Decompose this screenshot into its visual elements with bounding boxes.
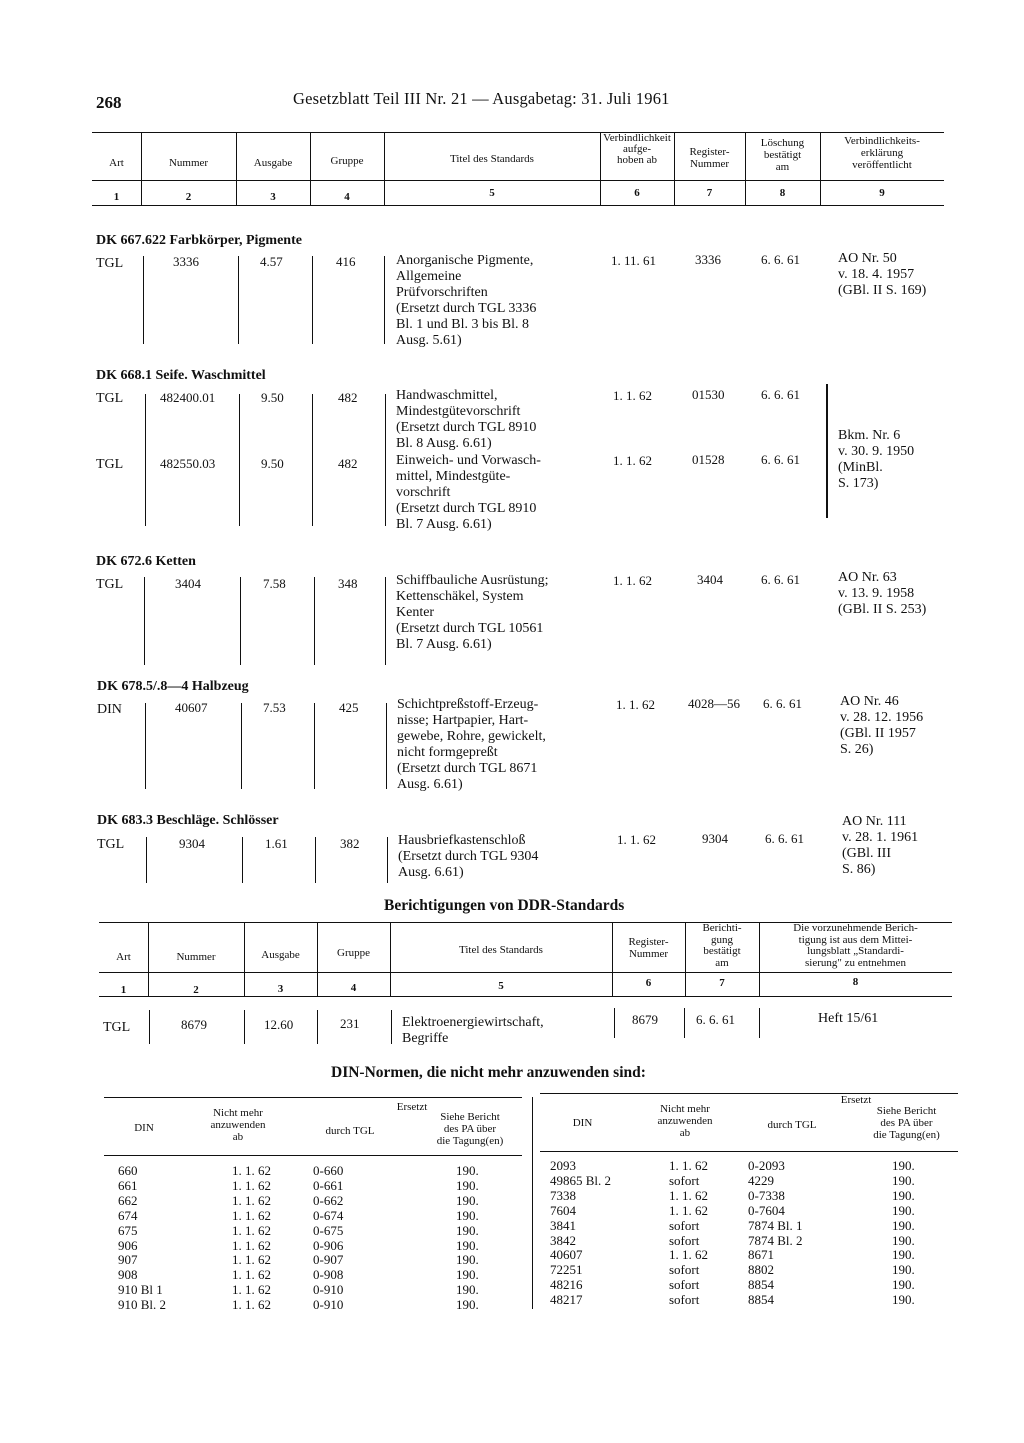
din-row-tagung: 190.: [456, 1163, 479, 1178]
row-gruppe: 425: [339, 700, 359, 715]
row-register: 01530: [692, 387, 725, 402]
col-number: 4: [350, 982, 357, 994]
row-register: 3404: [697, 572, 723, 587]
col-number: 3: [270, 191, 276, 203]
row-nummer: 3404: [175, 576, 201, 591]
row-art: TGL: [103, 1020, 131, 1035]
col-header-gruppe: Gruppe: [337, 947, 370, 959]
row-veroeffentlicht: AO Nr. 63 v. 13. 9. 1958 (GBl. II S. 253): [838, 570, 927, 617]
page-header-title: Gesetzblatt Teil III Nr. 21 — Ausgabetag: 31. Juli 1961: [293, 89, 670, 108]
din-col-siehe: Siehe Bericht des PA über die Tagung(en): [436, 1111, 504, 1147]
row-titel: Anorganische Pigmente, Allgemeine Prüfvorschriften (Ersetzt durch TGL 3336 Bl. 1 und Bl. 3 bis Bl. 8 Ausg. 5.61): [396, 253, 537, 348]
din-col-nicht-mehr: Nicht mehr anzuwenden ab: [210, 1107, 266, 1143]
din-row-din: 662: [118, 1192, 138, 1208]
din-row-ab: sofort: [669, 1232, 700, 1248]
row-ausgabe: 9.50: [261, 456, 284, 471]
din-row-ab: sofort: [669, 1172, 700, 1188]
row-gruppe: 482: [338, 456, 358, 471]
berichtigungen-title: Berichtigungen von DDR-Standards: [384, 897, 625, 914]
row-loeschung: 6. 6. 61: [761, 387, 800, 402]
din-row-din: 675: [118, 1222, 138, 1238]
row-register: 01528: [692, 452, 725, 467]
din-row-tagung: 190.: [892, 1187, 915, 1203]
din-row-tgl: 0-910: [313, 1282, 344, 1298]
col-number: 2: [193, 984, 199, 996]
col-header-hinweis: Die vorzunehmende Berich- tigung ist aus dem Mittei- lungsblatt „Standardi- sierung" zu entnehmen: [793, 922, 918, 969]
din-row-din: 907: [118, 1252, 138, 1268]
row-titel: Einweich- und Vorwasch- mittel, Mindestgüte- vorschrift (Ersetzt durch TGL 8910 Bl. 7 Ausg. 6.61): [396, 453, 541, 532]
din-col-durch-tgl: durch TGL: [767, 1119, 817, 1131]
din-row-tgl: 0-906: [313, 1237, 344, 1253]
din-row-ab: 1. 1. 62: [232, 1177, 271, 1193]
col-header-bestaetigt: Berichti- gung bestätigt am: [702, 922, 742, 969]
row-gruppe: 348: [338, 576, 358, 591]
col-number: 7: [706, 187, 713, 199]
row-art: TGL: [96, 256, 124, 271]
row-hinweis: Heft 15/61: [818, 1011, 879, 1026]
row-art: DIN: [97, 702, 122, 717]
col-header-register: Register- Nummer: [628, 936, 669, 960]
col-number: 5: [498, 980, 504, 992]
din-row-tagung: 190.: [456, 1252, 479, 1268]
din-col-din: DIN: [134, 1122, 154, 1134]
col-header-veroeffentlicht: Verbindlichkeits- erklärung veröffentlicht: [844, 135, 920, 171]
din-row-tagung: 190.: [456, 1282, 479, 1298]
row-titel: Schiffbauliche Ausrüstung; Kettenschäkel, System Kenter (Ersetzt durch TGL 10561 Bl. 7 Ausg. 6.61): [396, 573, 549, 652]
row-loeschung: 6. 6. 61: [765, 831, 804, 846]
din-row-tgl: 0-7604: [748, 1202, 785, 1218]
section-heading: DK 678.5/.8—4 Halbzeug: [97, 679, 249, 694]
row-gruppe: 231: [340, 1016, 360, 1031]
row-ausgabe: 4.57: [260, 254, 283, 269]
col-number: 9: [879, 187, 885, 199]
din-row-tagung: 190.: [892, 1277, 915, 1293]
din-row-tgl: 0-662: [313, 1192, 344, 1208]
din-row-tagung: 190.: [456, 1237, 479, 1253]
row-nummer: 40607: [175, 700, 208, 715]
din-row-ab: 1. 1. 62: [232, 1163, 271, 1178]
din-row-din: 40607: [550, 1247, 583, 1263]
section-heading: DK 668.1 Seife. Waschmittel: [96, 368, 266, 383]
din-col-ersetzt: Ersetzt: [396, 1101, 428, 1113]
row-loeschung: 6. 6. 61: [761, 252, 800, 267]
row-titel: Elektroenergiewirtschaft, Begriffe: [402, 1015, 544, 1046]
din-row-din: 7338: [550, 1187, 576, 1203]
row-art: TGL: [97, 837, 125, 852]
row-art: TGL: [96, 391, 124, 406]
row-ausgabe: 9.50: [261, 390, 284, 405]
din-row-tagung: 190.: [456, 1222, 479, 1238]
din-row-tgl: 4229: [748, 1172, 774, 1188]
row-loeschung: 6. 6. 61: [761, 452, 800, 467]
din-row-tagung: 190.: [892, 1232, 915, 1248]
col-number: 3: [277, 983, 284, 995]
col-header-titel: Titel des Standards: [450, 153, 534, 165]
col-header-loeschung: Löschung bestätigt am: [760, 137, 805, 173]
col-header-register: Register- Nummer: [689, 146, 730, 170]
din-row-tagung: 190.: [456, 1192, 479, 1208]
din-row-tgl: 8802: [748, 1262, 774, 1278]
din-row-din: 2093: [550, 1158, 576, 1173]
din-col-durch-tgl: durch TGL: [325, 1125, 375, 1137]
row-nummer: 8679: [181, 1017, 207, 1032]
row-ausgabe: 7.58: [263, 576, 286, 591]
din-row-tagung: 190.: [892, 1202, 915, 1218]
din-row-ab: 1. 1. 62: [669, 1247, 708, 1263]
row-veroeffentlicht: AO Nr. 111 v. 28. 1. 1961 (GBl. III S. 86): [842, 814, 919, 877]
din-row-tgl: 0-908: [313, 1267, 344, 1283]
row-register: 8679: [632, 1012, 658, 1027]
col-number: 8: [852, 976, 859, 988]
din-row-tgl: 0-910: [313, 1297, 344, 1313]
row-titel: Hausbriefkastenschloß (Ersetzt durch TGL 9304 Ausg. 6.61): [398, 833, 539, 880]
din-row-ab: 1. 1. 62: [232, 1297, 271, 1313]
din-row-din: 49865 Bl. 2: [550, 1172, 612, 1188]
din-row-tagung: 190.: [456, 1207, 479, 1223]
row-register: 4028—56: [688, 696, 740, 711]
section-heading: DK 683.3 Beschläge. Schlösser: [97, 813, 279, 828]
col-header-nummer: Nummer: [176, 951, 216, 963]
din-row-tgl: 0-660: [313, 1163, 344, 1178]
din-row-din: 72251: [550, 1262, 583, 1278]
din-row-ab: 1. 1. 62: [669, 1158, 708, 1173]
din-row-ab: sofort: [669, 1217, 700, 1233]
din-row-din: 48217: [550, 1292, 583, 1308]
din-row-tgl: 0-674: [313, 1207, 344, 1223]
din-col-ersetzt: Ersetzt: [840, 1094, 872, 1106]
col-number: 4: [344, 191, 350, 203]
row-art: TGL: [96, 577, 124, 592]
din-row-ab: 1. 1. 62: [232, 1237, 271, 1253]
din-col-siehe: Siehe Bericht des PA über die Tagung(en): [873, 1105, 940, 1141]
row-aufgehoben: 1. 11. 61: [611, 253, 657, 268]
din-normen-title: DIN-Normen, die nicht mehr anzuwenden sind:: [331, 1064, 646, 1081]
din-row-din: 674: [118, 1207, 138, 1223]
row-nummer: 482400.01: [160, 390, 216, 405]
din-row-din: 3841: [550, 1217, 576, 1233]
col-header-art: Art: [109, 157, 124, 169]
din-row-tagung: 190.: [892, 1247, 915, 1263]
din-row-tagung: 190.: [892, 1158, 915, 1173]
row-loeschung: 6. 6. 61: [761, 572, 800, 587]
row-titel: Handwaschmittel, Mindestgütevorschrift (Ersetzt durch TGL 8910 Bl. 8 Ausg. 6.61): [396, 388, 537, 451]
din-row-tagung: 190.: [456, 1177, 479, 1193]
row-nummer: 482550.03: [160, 456, 216, 471]
col-header-nummer: Nummer: [168, 157, 209, 169]
din-row-tgl: 7874 Bl. 2: [748, 1232, 803, 1248]
din-row-din: 661: [118, 1177, 138, 1193]
din-row-tgl: 8671: [748, 1247, 774, 1263]
row-veroeffentlicht: AO Nr. 46 v. 28. 12. 1956 (GBl. II 1957 S. 26): [840, 694, 924, 757]
col-number: 2: [185, 191, 192, 203]
row-bestaetigt: 6. 6. 61: [696, 1012, 735, 1027]
din-row-din: 910 Bl 1: [118, 1282, 163, 1298]
col-number: 6: [634, 187, 640, 199]
din-row-tagung: 190.: [892, 1292, 915, 1308]
row-register: 9304: [702, 831, 728, 846]
din-row-ab: 1. 1. 62: [232, 1192, 271, 1208]
page-number: 268: [96, 93, 122, 112]
col-header-gruppe: Gruppe: [330, 155, 364, 167]
din-row-tgl: 0-675: [313, 1222, 344, 1238]
row-nummer: 9304: [179, 836, 205, 851]
din-row-tagung: 190.: [892, 1262, 915, 1278]
row-gruppe: 416: [336, 254, 356, 269]
col-header-aufgehoben: Verbindlichkeit aufge- hoben ab: [603, 132, 671, 166]
din-row-tgl: 7874 Bl. 1: [748, 1217, 803, 1233]
row-art: TGL: [96, 457, 124, 472]
row-titel: Schichtpreßstoff-Erzeug- nisse; Hartpapier, Hart- gewebe, Rohre, gewickelt, nicht formgepreßt (Ersetzt durch TGL 8671 Ausg. 6.61): [397, 697, 546, 792]
din-row-tgl: 8854: [748, 1277, 774, 1293]
row-veroeffentlicht: Bkm. Nr. 6 v. 30. 9. 1950 (MinBl. S. 173): [838, 428, 915, 491]
din-row-tagung: 190.: [892, 1217, 915, 1233]
row-gruppe: 482: [338, 390, 358, 405]
row-aufgehoben: 1. 1. 62: [613, 388, 652, 403]
din-row-din: 3842: [550, 1232, 576, 1248]
din-row-ab: 1. 1. 62: [669, 1202, 708, 1218]
din-row-ab: 1. 1. 62: [669, 1187, 708, 1203]
row-veroeffentlicht: AO Nr. 50 v. 18. 4. 1957 (GBl. II S. 169): [838, 251, 927, 298]
din-row-ab: 1. 1. 62: [232, 1267, 271, 1283]
din-row-tagung: 190.: [456, 1267, 479, 1283]
din-tables-divider: [532, 1097, 533, 1309]
din-row-ab: sofort: [669, 1292, 700, 1308]
row-register: 3336: [695, 252, 721, 267]
col-number: 7: [719, 977, 725, 989]
din-row-tgl: 0-7338: [748, 1187, 785, 1203]
din-row-tagung: 190.: [892, 1172, 915, 1188]
row-aufgehoben: 1. 1. 62: [613, 453, 652, 468]
din-row-tgl: 0-907: [313, 1252, 344, 1268]
col-number: 1: [113, 191, 120, 203]
din-row-ab: 1. 1. 62: [232, 1207, 271, 1223]
section-heading: DK 672.6 Ketten: [96, 554, 196, 569]
din-row-din: 7604: [550, 1202, 576, 1218]
row-ausgabe: 12.60: [264, 1017, 294, 1032]
row-ausgabe: 7.53: [263, 700, 286, 715]
din-row-din: 910 Bl. 2: [118, 1297, 167, 1313]
din-row-ab: 1. 1. 62: [232, 1252, 271, 1268]
row-loeschung: 6. 6. 61: [763, 696, 802, 711]
din-row-tagung: 190.: [456, 1297, 479, 1313]
din-col-din: DIN: [572, 1117, 593, 1129]
din-row-ab: 1. 1. 62: [232, 1222, 271, 1238]
din-col-nicht-mehr: Nicht mehr anzuwenden ab: [657, 1103, 713, 1139]
col-number: 1: [120, 984, 127, 996]
row-gruppe: 382: [340, 836, 360, 851]
din-row-ab: 1. 1. 62: [232, 1282, 271, 1298]
col-header-ausgabe: Ausgabe: [261, 949, 300, 961]
row-nummer: 3336: [173, 254, 199, 269]
row-aufgehoben: 1. 1. 62: [617, 832, 656, 847]
brace-bracket: [826, 384, 828, 518]
row-aufgehoben: 1. 1. 62: [616, 697, 655, 712]
row-aufgehoben: 1. 1. 62: [613, 573, 652, 588]
din-row-din: 908: [118, 1267, 138, 1283]
din-row-ab: sofort: [669, 1277, 700, 1293]
col-header-ausgabe: Ausgabe: [253, 157, 293, 169]
row-ausgabe: 1.61: [265, 836, 288, 851]
section-heading: DK 667.622 Farbkörper, Pigmente: [96, 233, 302, 248]
din-row-tgl: 0-2093: [748, 1158, 785, 1173]
col-number: 6: [645, 977, 652, 989]
din-row-tgl: 0-661: [313, 1177, 344, 1193]
din-row-din: 48216: [550, 1277, 583, 1293]
col-header-art: Art: [116, 951, 131, 963]
col-number: 5: [489, 187, 495, 199]
din-row-tgl: 8854: [748, 1292, 774, 1308]
din-row-din: 906: [118, 1237, 138, 1253]
col-header-titel: Titel des Standards: [459, 944, 543, 956]
din-row-ab: sofort: [669, 1262, 700, 1278]
col-number: 8: [779, 187, 786, 199]
din-row-din: 660: [118, 1163, 138, 1178]
